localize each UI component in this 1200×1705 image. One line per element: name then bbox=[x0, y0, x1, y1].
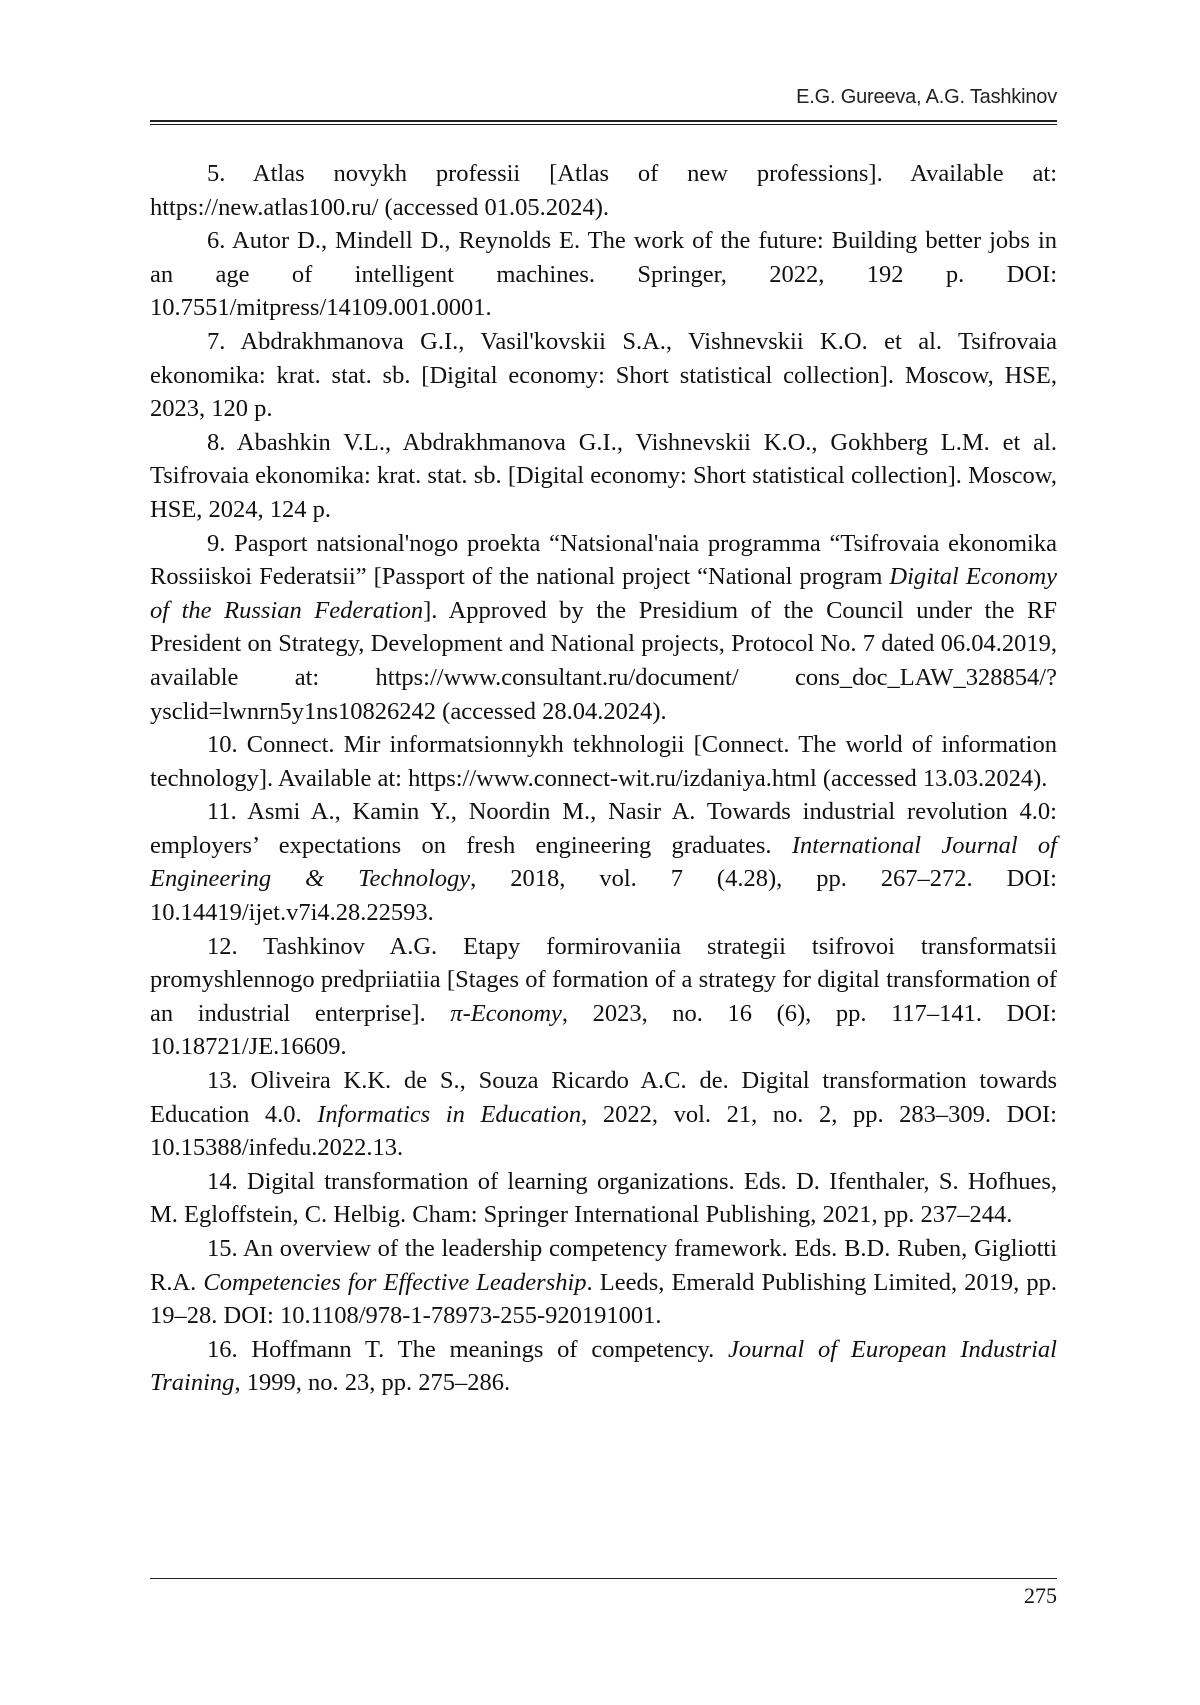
reference-number: 10. bbox=[207, 731, 238, 758]
reference-text: Pasport natsional'nogo proekta “Natsional'naia programma “Tsifrovaia ekonomika Rossiiskoi Federatsii” [Passport of the national project “National program bbox=[150, 530, 1057, 591]
reference-text: An overview of the leadership competency framework. Eds. B.D. Ruben, Gigliotti R.A. bbox=[150, 1235, 1057, 1296]
reference-item bbox=[150, 795, 1057, 929]
reference-text: Tashkinov A.G. Etapy formirovaniia strategii tsifrovoi transformatsii promyshlennogo predpriiatiia [Stages of formation of a strategy for digital transfor­mation of an industrial enterprise]. bbox=[150, 933, 1057, 1027]
reference-text: Hoffmann T. The meanings of competency. bbox=[238, 1336, 728, 1363]
reference-italic-title: International Journal of Engineering & Technology bbox=[150, 832, 1057, 893]
reference-text-tail: , 1999, no. 23, pp. 275–286. bbox=[234, 1369, 510, 1396]
reference-text: Oliveira K.K. de S., Souza Ricardo A.C. de. Digital transformation towards Education 4.0. bbox=[150, 1067, 1057, 1128]
footer-rule bbox=[150, 1578, 1057, 1579]
reference-text-tail: . Leeds, Emerald Publishing Limited, 2019, pp. 19–28. DOI: 10.1108/978-1-78973-255-920191001. bbox=[150, 1269, 1057, 1330]
page-number: 275 bbox=[150, 1583, 1057, 1609]
reference-item bbox=[150, 325, 1057, 426]
reference-italic-title: Informatics in Education bbox=[317, 1101, 581, 1128]
reference-item bbox=[150, 224, 1057, 325]
reference-text-tail: ]. Approved by the Presidium of the Coun­cil under the RF President on Strategy, Development and National projects, Protocol No. 7 dated 06.04.2019, available at: https://www.consultant.ru/document/ cons_doc_LAW_328854/?ysclid=lwnrn5y1ns10826242 (accessed 28.04.2024). bbox=[150, 597, 1057, 725]
reference-italic-title: Competencies for Effective Leadership bbox=[203, 1269, 586, 1296]
reference-item bbox=[150, 1064, 1057, 1165]
reference-item bbox=[150, 1165, 1057, 1232]
reference-number: 5. bbox=[207, 160, 225, 187]
reference-number: 16. bbox=[207, 1336, 238, 1363]
reference-number: 14. bbox=[207, 1168, 238, 1195]
reference-number: 13. bbox=[207, 1067, 238, 1094]
reference-item bbox=[150, 1333, 1057, 1400]
reference-number: 6. bbox=[207, 227, 225, 254]
reference-text-tail: , 2022, vol. 21, no. 2, pp. 283–309. DOI: 10.15388/infedu.2022.13. bbox=[150, 1101, 1057, 1162]
reference-text: Connect. Mir informatsionnykh tekhnologii [Connect. The world of infor­mation technology]. Available at: https://www.connect-wit.ru/izdaniya.html (ac­cessed 13.03.2024). bbox=[150, 731, 1057, 792]
reference-number: 12. bbox=[207, 933, 238, 960]
reference-text: Abashkin V.L., Abdrakhmanova G.I., Vishnevskii K.O., Gokhberg L.M. et al. Tsifrovaia ekonomika: krat. stat. sb. [Digital economy: Short statistical collection]. Moscow, HSE, 2024, 124 p. bbox=[150, 429, 1057, 523]
reference-text: Abdrakhmanova G.I., Vasil'kovskii S.A., Vishnevskii K.O. et al. Tsifrovaia ekonomika: krat. stat. sb. [Digital economy: Short statistical collection]. Moscow, HSE, 2023, 120 p. bbox=[150, 328, 1057, 422]
reference-italic-title: Digital Economy of the Russian Federation bbox=[150, 563, 1057, 624]
reference-item bbox=[150, 728, 1057, 795]
reference-number: 11. bbox=[207, 798, 237, 825]
reference-number: 7. bbox=[207, 328, 225, 355]
reference-text: Autor D., Mindell D., Reynolds E. The work of the future: Building better jobs in an age of intelligent machines. Springer, 2022, 192 p. DOI: 10.7551/mitpress/14109.001.0001. bbox=[150, 227, 1057, 321]
reference-text: Digital transformation of learning organizations. Eds. D. Ifenthaler, S. Hof­hues, M. Egloffstein, C. Helbig. Cham: Springer International Publishing, 2021, pp. 237–244. bbox=[150, 1168, 1057, 1229]
reference-number: 8. bbox=[207, 429, 225, 456]
reference-text-tail: , 2023, no. 16 (6), pp. 117–141. DOI: 10.18721/JE.16609. bbox=[150, 1000, 1057, 1061]
reference-italic-title: Journal of European Industrial Training bbox=[150, 1336, 1057, 1397]
reference-number: 9. bbox=[207, 530, 225, 557]
running-header: E.G. Gureeva, A.G. Tashkinov bbox=[150, 86, 1057, 109]
reference-italic-title: π-Economy bbox=[450, 1000, 562, 1027]
reference-item bbox=[150, 1232, 1057, 1333]
reference-item bbox=[150, 527, 1057, 729]
header-rule bbox=[150, 120, 1057, 125]
reference-text: Asmi A., Kamin Y., Noordin M., Nasir A. Towards industrial revolution 4.0: employers’ expectations on fresh engineering graduates. bbox=[150, 798, 1057, 859]
reference-list bbox=[150, 157, 1057, 1400]
reference-number: 15. bbox=[207, 1235, 238, 1262]
reference-item bbox=[150, 157, 1057, 224]
reference-item bbox=[150, 930, 1057, 1064]
reference-item bbox=[150, 426, 1057, 527]
reference-text-tail: , 2018, vol. 7 (4.28), pp. 267–272. DOI: 10.14419/ijet.v7i4.28.22593. bbox=[150, 865, 1057, 926]
reference-text: Atlas novykh professii [Atlas of new professions]. Available at: https://new.atlas100.ru/ (accessed 01.05.2024). bbox=[150, 160, 1057, 221]
